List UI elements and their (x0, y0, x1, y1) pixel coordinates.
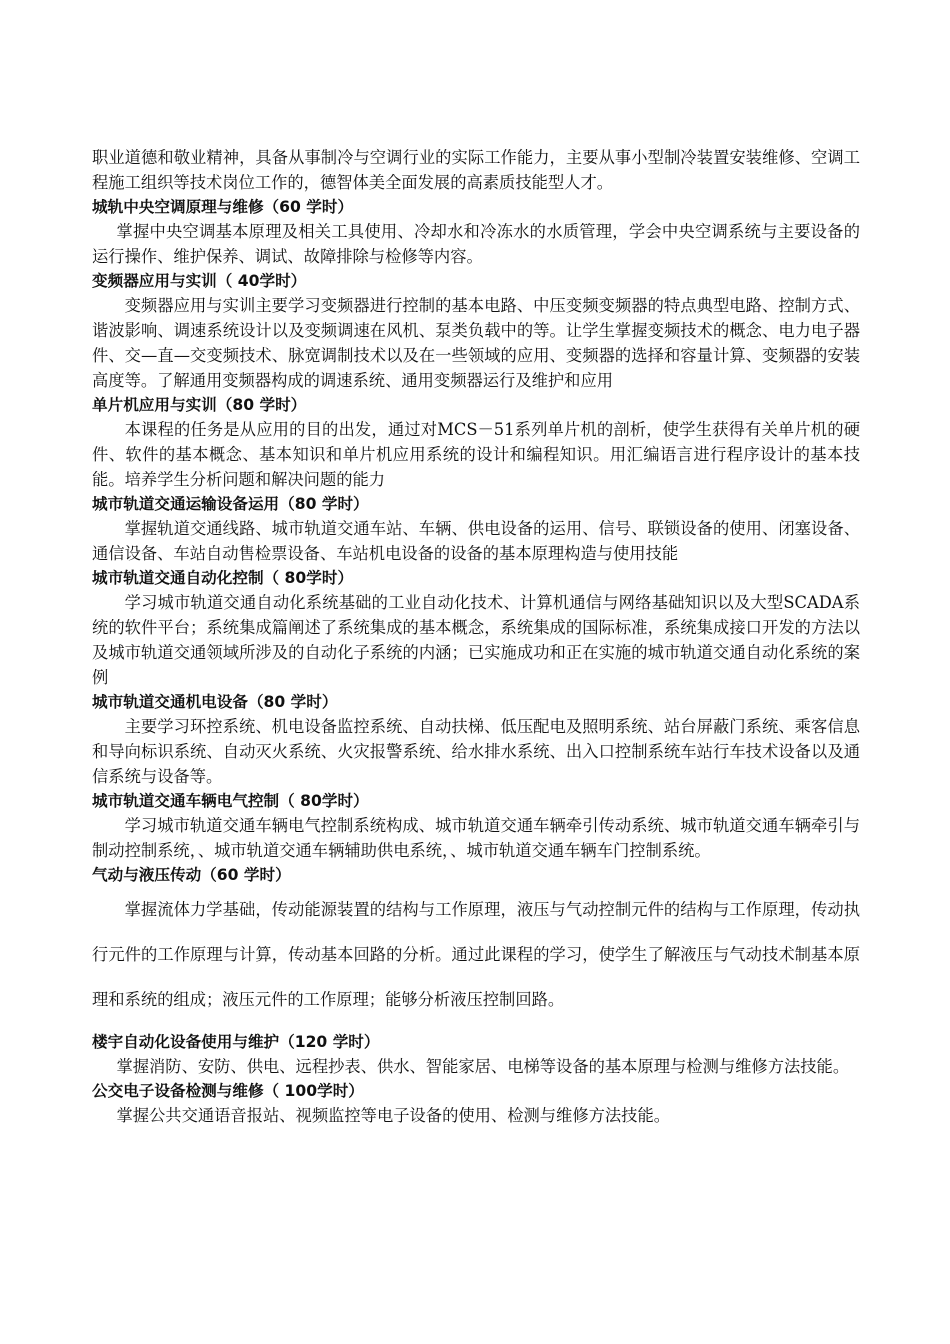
course-title-building-automation: 楼宇自动化设备使用与维护（120 学时） (92, 1033, 380, 1051)
course-body-hvac: 掌握中央空调基本原理及相关工具使用、冷却水和冷冻水的水质管理，学会中央空调系统与主要设备的运行操作、维护保养、调试、故障排除与检修等内容。 (92, 222, 860, 266)
course-title-transport-equipment: 城市轨道交通运输设备运用（80 学时） (92, 495, 369, 513)
course-body-building-automation: 掌握消防、安防、供电、远程抄表、供水、智能家居、电梯等设备的基本原理与检测与维修方法技能。 (116, 1057, 850, 1076)
course-body-inverter: 变频器应用与实训主要学习变频器进行控制的基本电路、中压变频变频器的特点典型电路、控制方式、谐波影响、调速系统设计以及变频调速在风机、泵类负载中的等。让学生掌握变频技术的概念、电力电子器件、交—直—交变频技术、脉宽调制技术以及在一些领域的应用、变频器的选择和容量计算、变频器的安装高度等。了解通用变频器构成的调速系统、通用变频器运行及维护和应用 (92, 296, 860, 390)
course-title-inverter: 变频器应用与实训（ 40学时） (92, 272, 307, 290)
course-title-hvac: 城轨中央空调原理与维修（60 学时） (92, 198, 354, 216)
course-title-hydraulics: 气动与液压传动（60 学时） (92, 866, 291, 884)
course-body-mcu: 本课程的任务是从应用的目的出发，通过对MCS－51系列单片机的剖析，使学生获得有关单片机的硬件、软件的基本概念、基本知识和单片机应用系统的设计和编程知识。用汇编语言进行程序设计的基本技能。培养学生分析问题和解决问题的能力 (92, 420, 860, 489)
course-body-transport-equipment: 掌握轨道交通线路、城市轨道交通车站、车辆、供电设备的运用、信号、联锁设备的使用、闭塞设备、通信设备、车站自动售检票设备、车站机电设备的设备的基本原理构造与使用技能 (92, 519, 860, 563)
course-title-mechanical-electrical: 城市轨道交通机电设备（80 学时） (92, 693, 338, 711)
course-title-bus-electronics: 公交电子设备检测与维修（ 100学时） (92, 1082, 364, 1100)
course-body-bus-electronics: 掌握公共交通语音报站、视频监控等电子设备的使用、检测与维修方法技能。 (116, 1106, 671, 1125)
course-body-vehicle-electrical: 学习城市轨道交通车辆电气控制系统构成、城市轨道交通车辆牵引传动系统、城市轨道交通车辆牵引与制动控制系统，、城市轨道交通车辆辅助供电系统，、城市轨道交通车辆车门控制系统。 (92, 816, 860, 860)
document-page (92, 145, 860, 1128)
intro-paragraph: 职业道德和敬业精神，具备从事制冷与空调行业的实际工作能力，主要从事小型制冷装置安装维修、空调工程施工组织等技术岗位工作的，德智体美全面发展的高素质技能型人才。 (92, 148, 860, 192)
course-title-automation: 城市轨道交通自动化控制（ 80学时） (92, 569, 354, 587)
course-title-vehicle-electrical: 城市轨道交通车辆电气控制（ 80学时） (92, 792, 369, 810)
course-body-hydraulics: 掌握流体力学基础，传动能源装置的结构与工作原理，液压与气动控制元件的结构与工作原理，传动执行元件的工作原理与计算，传动基本回路的分析。通过此课程的学习，使学生了解液压与气动技术制基本原理和系统的组成；液压元件的工作原理；能够分析液压控制回路。 (92, 900, 860, 1009)
course-body-mechanical-electrical: 主要学习环控系统、机电设备监控系统、自动扶梯、低压配电及照明系统、站台屏蔽门系统、乘客信息和导向标识系统、自动灭火系统、火灾报警系统、给水排水系统、出入口控制系统车站行车技术设备以及通信系统与设备等。 (92, 717, 860, 786)
course-body-automation: 学习城市轨道交通自动化系统基础的工业自动化技术、计算机通信与网络基础知识以及大型SCADA系统的软件平台；系统集成篇阐述了系统集成的基本概念，系统集成的国际标准，系统集成接口开发的方法以及城市轨道交通领域所涉及的自动化子系统的内涵；已实施成功和正在实施的城市轨道交通自动化系统的案例 (92, 593, 860, 687)
course-title-mcu: 单片机应用与实训（80 学时） (92, 396, 307, 414)
